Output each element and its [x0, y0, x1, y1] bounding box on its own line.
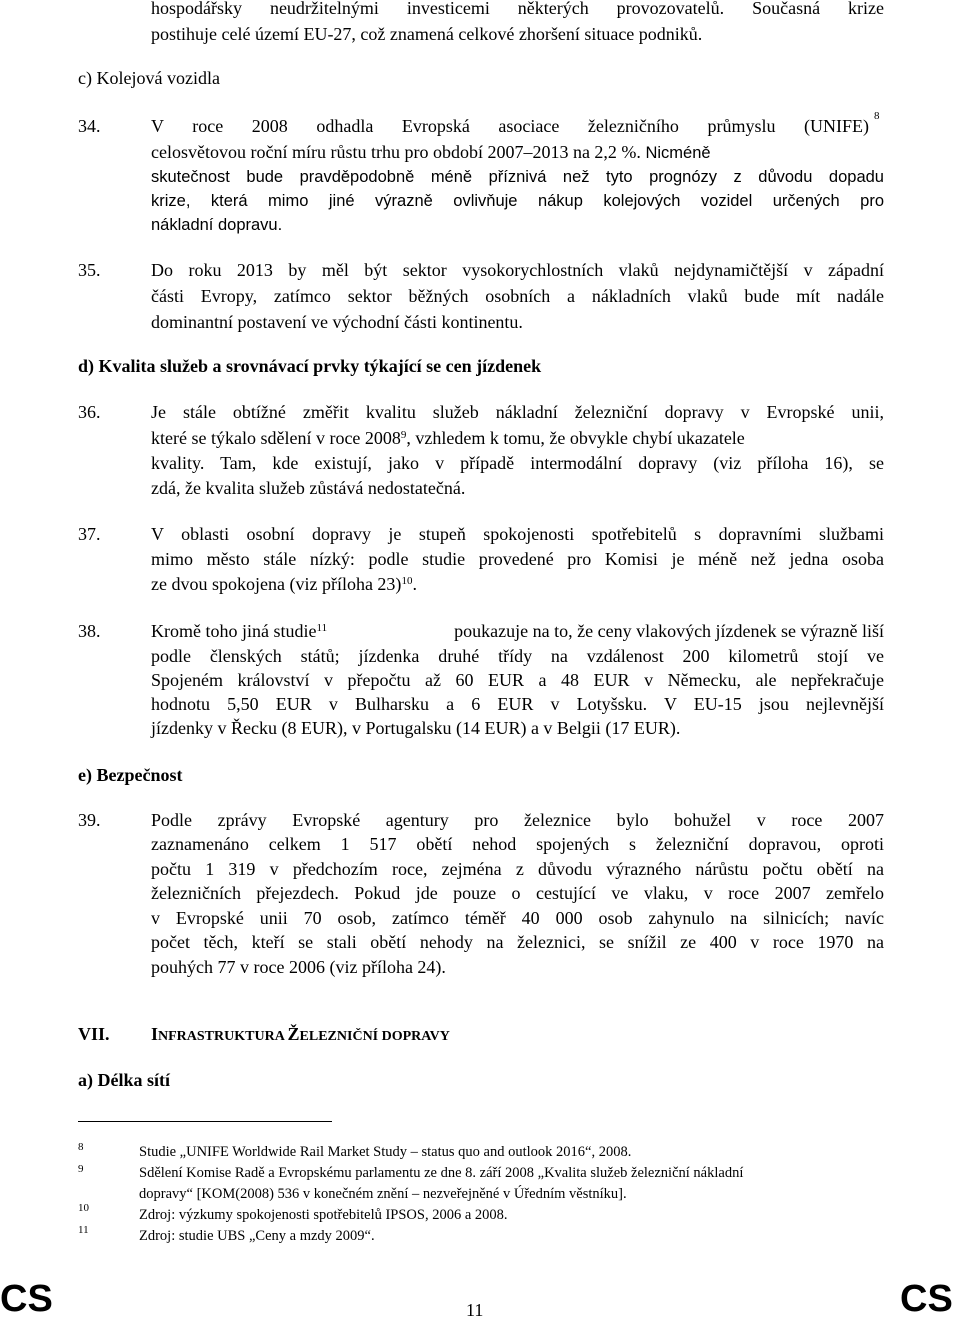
paragraph-number-34: 34.: [78, 116, 101, 136]
paragraph-35-line: části Evropy, zatímco sektor běžných osobních a nákladních vlaků bude mít nadále: [151, 286, 884, 306]
paragraph-number-36: 36.: [78, 402, 101, 422]
paragraph-38-line: hodnotu 5,50 EUR v Bulharsku a 6 EUR v Lotyšsku. V EU-15 jsou nejlevnější: [151, 694, 884, 714]
continuation-line: hospodářsky neudržitelnými investicemi některých provozovatelů. Současná krize: [151, 0, 884, 18]
footnote-text: Zdroj: výzkumy spokojenosti spotřebitelů IPSOS, 2006 a 2008.: [139, 1207, 508, 1223]
continuation-line: postihuje celé území EU-27, což znamená celkové zhoršení situace podniků.: [151, 24, 703, 44]
paragraph-36-line: zdá, že kvalita služeb zůstává nedostatečná.: [151, 478, 466, 498]
footnote-text: dopravy“ [KOM(2008) 536 v konečném znění – nezveřejněné v Úředním věstníku].: [139, 1186, 627, 1202]
footnote-ref-8[interactable]: 8: [874, 110, 880, 122]
footnote-ref-9[interactable]: 9: [400, 429, 407, 441]
page-number: 11: [466, 1300, 484, 1320]
paragraph-34-line: nákladní dopravu.: [151, 216, 283, 234]
paragraph-35-line: dominantní postavení ve východní části kontinentu.: [151, 312, 523, 332]
paragraph-37-line: V oblasti osobní dopravy je stupeň spokojenosti spotřebitelů s dopravními službami: [151, 524, 884, 544]
paragraph-39-line: železničních přejezdech. Pokud jde pouze o cestující ve vlaku, v roce 2007 zemřelo: [151, 883, 884, 903]
paragraph-39-line: Podle zprávy Evropské agentury pro železnice bylo bohužel v roce 2007: [151, 810, 884, 830]
footnote-text: Sdělení Komise Radě a Evropskému parlamentu ze dne 8. září 2008 „Kvalita služeb železniční nákladní: [139, 1165, 744, 1181]
footnote-ref-11[interactable]: 11: [316, 622, 328, 634]
footnote-separator: [78, 1121, 332, 1122]
paragraph-number-35: 35.: [78, 260, 101, 280]
paragraph-37-line: mimo město stále nízký: podle studie provedené pro Komisi je méně než jedna osoba: [151, 549, 884, 569]
paragraph-34-line: celosvětovou roční míru růstu trhu pro období 2007–2013 na 2,2 %. Nicméně: [151, 142, 711, 162]
paragraph-39-line: pouhých 77 v roce 2006 (viz příloha 24).: [151, 957, 446, 977]
footnote-number: 9: [78, 1163, 84, 1175]
section-heading-c: c) Kolejová vozidla: [78, 68, 220, 88]
paragraph-38-line: jízdenky v Řecku (8 EUR), v Portugalsku (14 EUR) a v Belgii (17 EUR).: [151, 718, 681, 738]
footnote-number: 8: [78, 1141, 84, 1153]
paragraph-39-line: zaznamenáno celkem 1 517 obětí nehod spojených s železniční dopravou, oproti: [151, 834, 884, 854]
paragraph-39-line: počet těch, kteří se stali obětí nehody na železnici, se snížil ze 400 v roce 1970 na: [151, 932, 884, 952]
paragraph-39-line: počtu 1 319 v předchozím roce, zejména z důvodu výrazného nárůstu počtu obětí na: [151, 859, 884, 879]
footnote-number: 10: [78, 1202, 89, 1214]
paragraph-34-line: krize, která mimo jiné výrazně ovlivňuje nákup kolejových vozidel určených pro: [151, 192, 884, 210]
paragraph-34-word: Nicméně: [645, 144, 711, 162]
chapter-number: VII.: [78, 1024, 110, 1044]
footnote-number: 11: [78, 1224, 89, 1236]
chapter-title: INFRASTRUKTURA ŽELEZNIČNÍ DOPRAVY: [151, 1024, 450, 1044]
paragraph-34-line: V roce 2008 odhadla Evropská asociace železničního průmyslu (UNIFE): [151, 116, 869, 136]
paragraph-37-line: ze dvou spokojena (viz příloha 23)$^{10}$.: [151, 574, 417, 594]
paragraph-36-line: které se týkalo sdělení v roce 2008$^9$, vzhledem k tomu, že obvykle chybí ukazatele: [151, 428, 745, 448]
paragraph-number-39: 39.: [78, 810, 101, 830]
section-heading-a: a) Délka sítí: [78, 1070, 170, 1090]
paragraph-38-line: podle členských států; jízdenka druhé třídy na vzdálenost 200 kilometrů stojí ve: [151, 646, 884, 666]
paragraph-number-38: 38.: [78, 621, 101, 641]
paragraph-36-line: kvality. Tam, kde existují, jako v případě intermodální dopravy (viz příloha 16), se: [151, 453, 884, 473]
paragraph-38-line: Kromě toho jiná studie$^{11}$ poukazuje na to, že ceny vlakových jízdenek se výrazně liší: [151, 621, 884, 641]
paragraph-36-line: Je stále obtížné změřit kvalitu služeb nákladní železniční dopravy v Evropské unii,: [151, 402, 884, 422]
language-code-right: CS: [900, 1278, 953, 1320]
footnote-ref-10[interactable]: 10: [401, 575, 413, 587]
language-code-left: CS: [0, 1278, 53, 1320]
footnote-text: Zdroj: studie UBS „Ceny a mzdy 2009“.: [139, 1228, 375, 1244]
paragraph-number-37: 37.: [78, 524, 101, 544]
section-heading-d: d) Kvalita služeb a srovnávací prvky týkající se cen jízdenek: [78, 356, 542, 376]
paragraph-34-line: skutečnost bude pravděpodobně méně příznivá než tyto prognózy z důvodu dopadu: [151, 168, 884, 186]
section-heading-e: e) Bezpečnost: [78, 765, 183, 785]
paragraph-39-line: v Evropské unii 70 osob, zatímco téměř 40 000 osob zahynulo na silnicích; navíc: [151, 908, 884, 928]
paragraph-35-line: Do roku 2013 by měl být sektor vysokorychlostních vlaků nejdynamičtější v západní: [151, 260, 884, 280]
paragraph-38-line: Spojeném království v přepočtu až 60 EUR a 48 EUR v Německu, ale nepřekračuje: [151, 670, 884, 690]
footnote-text: Studie „UNIFE Worldwide Rail Market Study – status quo and outlook 2016“, 2008.: [139, 1144, 632, 1160]
